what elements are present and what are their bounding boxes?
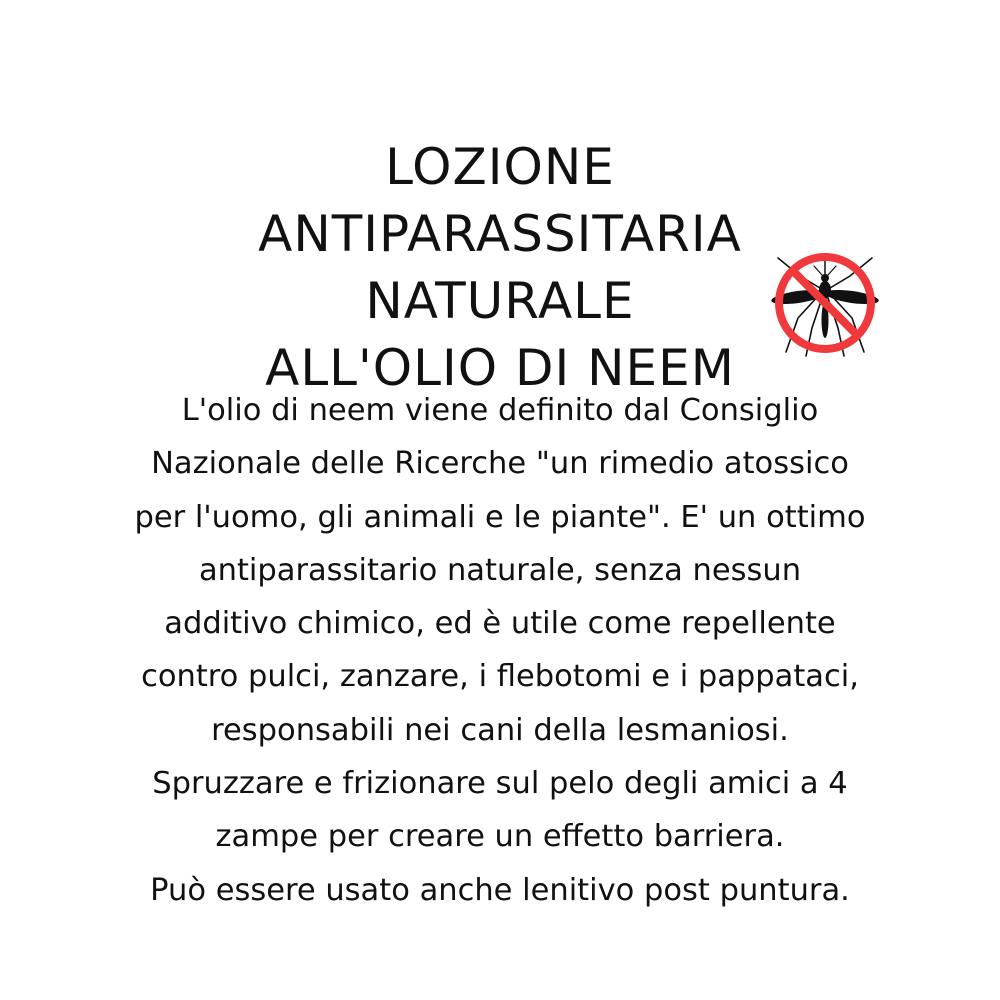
no-mosquito-icon [768, 248, 882, 358]
title-line: ALL'OLIO DI NEEM [265, 338, 735, 397]
description-line: zampe per creare un effetto barriera. [215, 819, 785, 855]
description-line: contro pulci, zanzare, i flebotomi e i pappataci, [141, 659, 859, 695]
description-line: per l'uomo, gli animali e le piante". E' un ottimo [134, 499, 866, 535]
description-line: Può essere usato anche lenitivo post puntura. [150, 872, 850, 908]
description-line: L'olio di neem viene definito dal Consiglio [181, 393, 819, 428]
description-line: Spruzzare e frizionare sul pelo degli amici a 4 [152, 766, 848, 802]
title-line: LOZIONE [385, 137, 615, 196]
description-line: additivo chimico, ed è utile come repellente [164, 606, 836, 642]
title-line: NATURALE [365, 271, 635, 330]
description-line: responsabili nei cani della lesmaniosi. [211, 712, 789, 748]
description-line: Nazionale delle Ricerche "un rimedio atossico [151, 446, 849, 482]
description-line: antiparassitario naturale, senza nessun [198, 552, 802, 588]
description-text [30, 384, 970, 917]
title-line: ANTIPARASSITARIA [258, 204, 742, 263]
